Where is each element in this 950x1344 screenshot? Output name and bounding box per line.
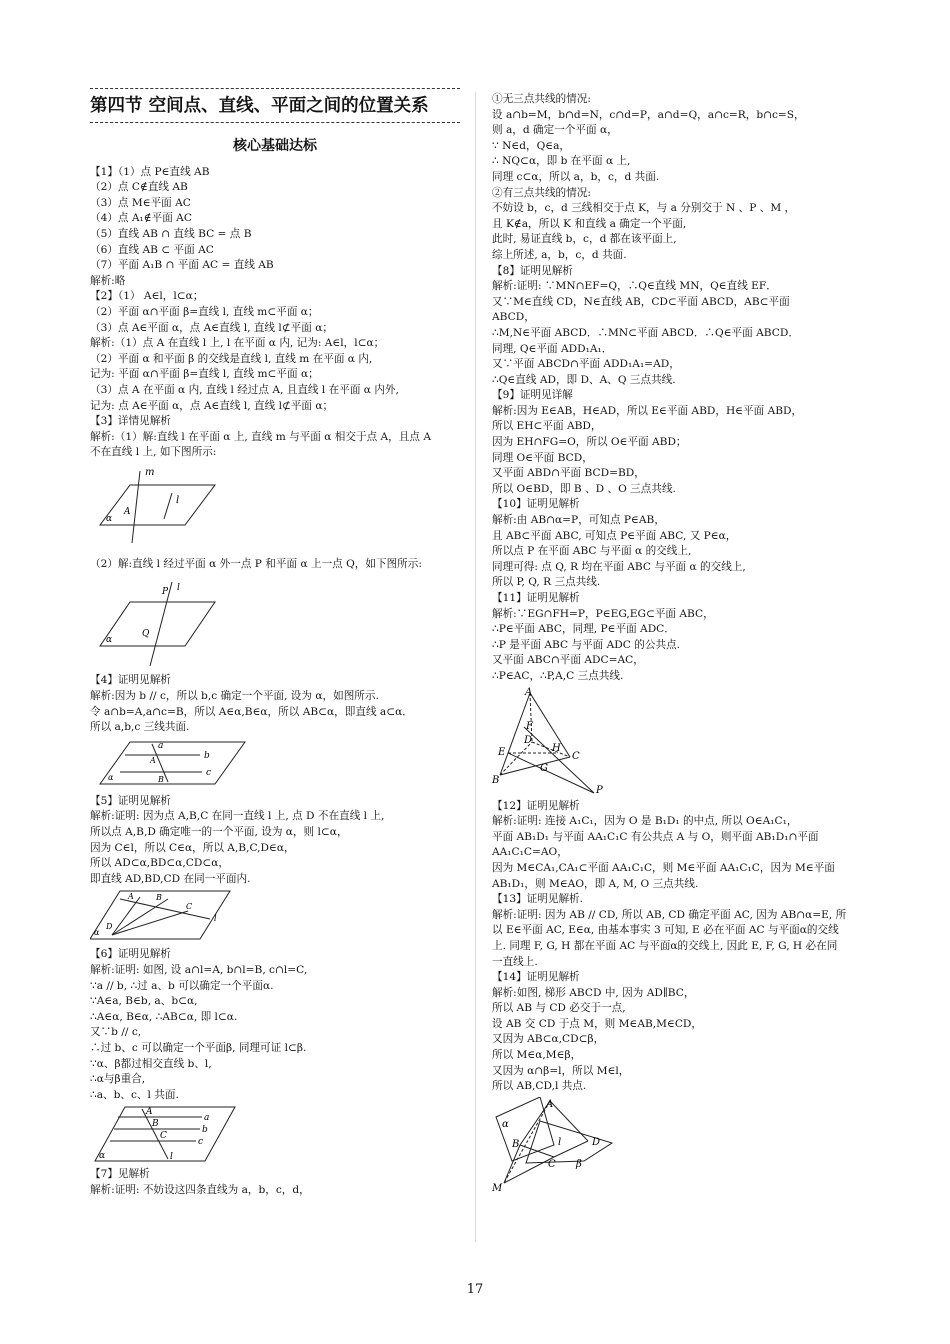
text-line: 解析:（1）点 A 在直线 l 上, l 在平面 α 内, 记为: A∈l，l⊂α； [90,337,385,350]
text-line: AB₁D₁，则 M∈AO，即 A, M, O 三点共线. [492,877,699,890]
fig-label: B [158,774,164,784]
left-column [90,88,460,1199]
text-line: 所以点 A,B,D 确定唯一的一个平面, 设为 α，则 l⊂α， [90,826,348,839]
fig-label: α [502,1118,509,1130]
text-line: ①无三点共线的情况: [492,93,591,105]
fig-label: α [108,772,114,782]
text-line: 同理可得: 点 Q, R 均在平面 ABC 与平面 α 的交线上, [492,560,746,573]
fig-label: a [204,1113,210,1124]
text-line: 所以 AB,CD,l 共点. [492,1080,587,1093]
fig-label: b [204,750,210,761]
fig-label: A [146,1107,153,1118]
text-line: 设 AB 交 CD 于点 M，则 M∈AB,M∈CD， [492,1017,703,1030]
text-line: 所以 a,b,c 三线共面. [90,721,190,734]
text-line: 【2】（1） A∈l，l⊂α； [90,290,204,303]
answers-block-2 [90,557,460,573]
text-line: ②有三点共线的情况: [492,186,591,199]
text-line: 【12】证明见解析 [492,799,580,812]
text-line: 同理 c⊂α，所以 a，b，c，d 共面. [492,170,660,183]
fig-label: A [150,755,156,765]
fig-label: c [198,1137,204,1148]
text-line: 又∵b // c, [90,1026,142,1039]
text-line: 因为 M∈CA₁,CA₁⊂平面 AA₁C₁C，则 M∈平面 AA₁C₁C，因为 M∈平面 [492,861,835,874]
figure-14 [492,1097,652,1197]
fig-label: α [106,635,113,646]
fig-label: b [202,1125,208,1136]
text-line: 上. 同理 F, G, H 都在平面 AC 与平面α的交线上, 因此 E, F, G, H 必在同 [492,939,838,952]
text-line: （3）点 A∈平面 α，点 A∈直线 l, 直线 l⊄平面 α； [90,321,333,334]
text-line: （5）直线 AB ∩ 直线 BC = 点 B [90,227,252,240]
text-line: （2）平面 α 和平面 β 的交线是直线 l, 直线 m 在平面 α 内, [90,352,373,365]
page-number: 17 [466,1282,484,1297]
text-line: 所以 M∈α,M∈β， [492,1049,582,1062]
text-line: ∵ N∈d，Q∈a， [492,139,571,152]
text-line: 解析:如图, 梯形 ABCD 中, 因为 AD∥BC， [492,986,695,999]
text-line: 【5】证明见解析 [90,794,171,807]
fig-label: l [558,1136,562,1148]
text-line: 【4】证明见解析 [90,674,171,687]
text-line: ∴P 是平面 ABC 与平面 ADC 的公共点. [492,638,680,651]
text-line: 又因为 AB⊂α,CD⊂β， [492,1033,605,1046]
text-line: 【13】证明见解析. [492,893,584,906]
text-line: ∵A∈a, B∈b, a、b⊂α, [90,995,198,1008]
text-line: 又因为 α∩β=l，所以 M∈l， [492,1064,630,1077]
text-line: ∴α与β重合, [90,1073,146,1086]
text-line: 不妨设 b，c，d 三线相交于点 K，与 a 分别交于 N 、P 、M ， [492,202,796,215]
fig-label: β [576,1158,582,1170]
text-line: 因为 C∈l，所以 C∈α，所以 A,B,C,D∈α， [90,841,295,854]
right-column [492,92,864,1201]
text-line: 平面 AB₁D₁ 与平面 AA₁C₁C 有公共点 A 与 O，则平面 AB₁D₁∩平面 [492,830,819,843]
fig-label: P [596,784,603,795]
figure-3-1 [90,463,240,553]
text-line: 即直线 AD,BD,CD 在同一平面内. [90,872,251,885]
figure-3-2 [90,574,240,669]
text-line: （6）直线 AB ⊂ 平面 AC [90,243,214,256]
text-line: 所以 EH⊂平面 ABD， [492,420,602,433]
answers-block-4 [90,794,460,888]
fig-label: B [492,774,500,786]
text-line: 解析:证明: 因为点 A,B,C 在同一直线 l 上, 点 D 不在直线 l 上, [90,810,385,823]
figure-11 [492,687,642,795]
text-line: ∵α、β都过相交直线 b、l, [90,1057,212,1070]
text-line: 记为: 平面 α∩平面 β=直线 l, 直线 m⊂平面 α； [90,368,319,381]
text-line: 不在直线 l 上, 如下图所示: [90,446,217,459]
text-line: 因为 EH∩FG=O，所以 O∈平面 ABD； [492,436,687,449]
text-line: 所以 P, Q, R 三点共线. [492,576,601,589]
text-line: 一直线上. [492,955,538,968]
fig-label: m [145,466,155,478]
text-line: 同理, Q∈平面 ADD₁A₁． [492,342,613,355]
text-line: 又∵M∈直线 CD，N∈直线 AB，CD⊂平面 ABCD，AB⊂平面 [492,295,790,308]
answers-block-6 [90,1167,460,1198]
text-line: 又∵平面 ABCD∩平面 ADD₁A₁=AD， [492,358,680,371]
fig-label: C [548,1158,556,1170]
text-line: 综上所述, a，b，c，d 共面. [492,248,627,261]
text-line: 解析:因为 b // c，所以 b,c 确定一个平面, 设为 α，如图所示. [90,690,379,703]
text-line: 所以 AB 与 CD 必交于一点, [492,1002,626,1015]
text-line: 所以点 P 在平面 ABC 与平面 α 的交线上, [492,545,692,558]
text-line: ∴ NQ⊂α，即 b 在平面 α 上, [492,155,631,168]
text-line: AA₁C₁C=AO， [492,846,568,859]
fig-label: l [176,494,180,506]
text-line: 所以 O∈BD，即 B 、D 、O 三点共线. [492,482,676,495]
fig-label: B [156,893,162,903]
text-line: （2）点 C∉直线 AB [90,181,188,194]
text-line: 【3】详情见解析 [90,415,171,428]
text-line: 令 a∩b=A,a∩c=B，所以 A∈α,B∈α，所以 AB⊂α，即直线 a⊂α． [90,705,413,718]
text-line: 解析:因为 E∈AB，H∈AD，所以 E∈平面 ABD，H∈平面 ABD， [492,404,803,417]
text-line: 所以 AD⊂α,BD⊂α,CD⊂α， [90,857,229,870]
text-line: （2）平面 α∩平面 β=直线 l, 直线 m⊂平面 α； [90,305,319,318]
fig-label: E [498,746,506,758]
text-line: 【10】证明见解析 [492,498,580,511]
column-divider [475,92,476,1242]
fig-label: B [512,1138,520,1150]
text-line: （2）解:直线 l 经过平面 α 外一点 P 和平面 α 上一点 Q，如下图所示: [90,557,422,570]
section-title: 第四节 空间点、直线、平面之间的位置关系 [90,96,429,116]
fig-label: C [572,750,580,762]
fig-label: F [526,720,533,732]
fig-label: a [158,740,164,751]
text-line: 【1】（1）点 P∈直线 AB [90,165,210,178]
text-line: ∵a // b, ∴过 a、b 可以确定一个平面α. [90,979,274,992]
text-line: 【8】证明见解析 [492,264,573,277]
fig-label: P [162,587,169,598]
text-line: 解析:由 AB∩α=P，可知点 P∈AB， [492,514,665,527]
text-line: ∴a、b、c、l 共面. [90,1088,179,1101]
text-line: 解析:证明: 不妨设这四条直线为 a，b，c，d， [90,1183,310,1196]
answers-block-1 [90,165,460,461]
text-line: 【6】证明见解析 [90,948,171,961]
text-line: ∴A∈α, B∈α, ∴AB⊂α, 即 l⊂α. [90,1010,238,1023]
fig-label: D [106,922,113,932]
text-line: 则 a，d 确定一个平面 α， [492,124,618,137]
text-line: ABCD， [492,311,535,324]
text-line: （7）平面 A₁B ∩ 平面 AC = 直线 AB [90,259,274,272]
text-line: （4）点 A₁∉平面 AC [90,212,192,225]
answers-block-3 [90,673,460,735]
text-line: ∴M,N∈平面 ABCD．∴MN⊂平面 ABCD．∴Q∈平面 ABCD． [492,326,799,339]
fig-label: A [546,1098,554,1110]
answers-block-8 [492,799,864,1095]
text-line: 设 a∩b=M，b∩d=N，c∩d=P，a∩d=Q，a∩c=R，b∩c=S， [492,108,805,121]
text-line: 同理 O∈平面 BCD， [492,451,593,464]
text-line: 解析:证明: 因为 AB // CD, 所以 AB, CD 确定平面 AC, 因为 AB∩α=E, 所 [492,908,847,921]
fig-label: α [99,1151,106,1162]
subtitle: 核心基础达标 [233,138,317,154]
text-line: 又平面 ABD∩平面 BCD=BD， [492,467,645,480]
fig-label: A [124,506,131,517]
answers-block-5 [90,947,460,1103]
text-line: 以 E∈平面 AC, E∈α, 由基本事实 3 可知, E 必在平面 AC 与平面α的交线 [492,924,839,937]
text-line: ∴过 b、c 可以确定一个平面β, 同理可证 l⊂β. [90,1041,307,1054]
text-line: 此时, 易证直线 b，c，d 都在该平面上, [492,233,677,246]
text-line: 又平面 ABC∩平面 ADC=AC， [492,654,644,667]
fig-label: A [128,892,134,902]
text-line: （3）点 M∈平面 AC [90,196,191,209]
text-line: 解析:证明: ∵MN∩EF=Q，∴Q∈直线 MN，Q∈直线 EF． [492,280,777,293]
figure-6 [90,1105,240,1163]
text-line: ∴Q∈直线 AD，即 D、A、Q 三点共线. [492,373,676,386]
text-line: 解析:证明: 连接 A₁C₁，因为 O 是 B₁D₁ 的中点, 所以 O∈A₁C₁， [492,815,798,828]
text-line: 解析:证明: 如图, 设 a∩l=A, b∩l=B, c∩l=C, [90,964,308,976]
fig-label: Q [142,629,150,640]
text-line: 解析:∵EG∩FH=P，P∈EG,EG⊂平面 ABC， [492,607,714,620]
fig-label: H [552,742,561,754]
text-line: 且 K∉a，所以 K 和直线 a 确定一个平面, [492,217,687,230]
fig-label: A [525,686,533,698]
text-line: （3）点 A 在平面 α 内, 直线 l 经过点 A, 且直线 l 在平面 α 内外, [90,383,399,396]
fig-label: D [524,734,533,746]
text-line: 记为: 点 A∈平面 α，点 A∈直线 l, 直线 l⊄平面 α； [90,399,334,412]
fig-label: B [152,1119,159,1130]
fig-label: α [106,513,113,524]
text-line: 【7】见解析 [90,1168,150,1181]
fig-label: D [592,1136,601,1148]
figure-4 [90,738,250,790]
fig-label: C [160,1131,167,1142]
text-line: 解析:（1）解:直线 l 在平面 α 上, 直线 m 与平面 α 相交于点 A，且点 A [90,430,431,443]
fig-label: c [206,767,212,778]
text-line: ∴P∈平面 ABC，同理, P∈平面 ADC． [492,623,675,636]
text-line: 【9】证明见详解 [492,389,573,402]
text-line: 且 AB⊂平面 ABC, 可知点 P∈平面 ABC, 又 P∈α， [492,529,737,542]
text-line: 【11】证明见解析 [492,592,580,604]
answers-block-7 [492,92,864,685]
text-line: 解析:略 [90,274,126,287]
fig-label: l [214,914,217,924]
title-rule-bottom [90,122,460,123]
figure-5 [90,889,240,943]
fig-label: C [186,902,193,912]
fig-label: l [177,583,180,594]
fig-label: G [540,762,548,774]
fig-label: l [170,1152,173,1163]
fig-label: M [492,1182,503,1194]
title-rule-top [90,88,460,89]
text-line: ∴P∈AC，∴P,A,C 三点共线. [492,669,624,682]
text-line: 【14】证明见解析 [492,971,580,984]
fig-label: α [94,928,100,938]
